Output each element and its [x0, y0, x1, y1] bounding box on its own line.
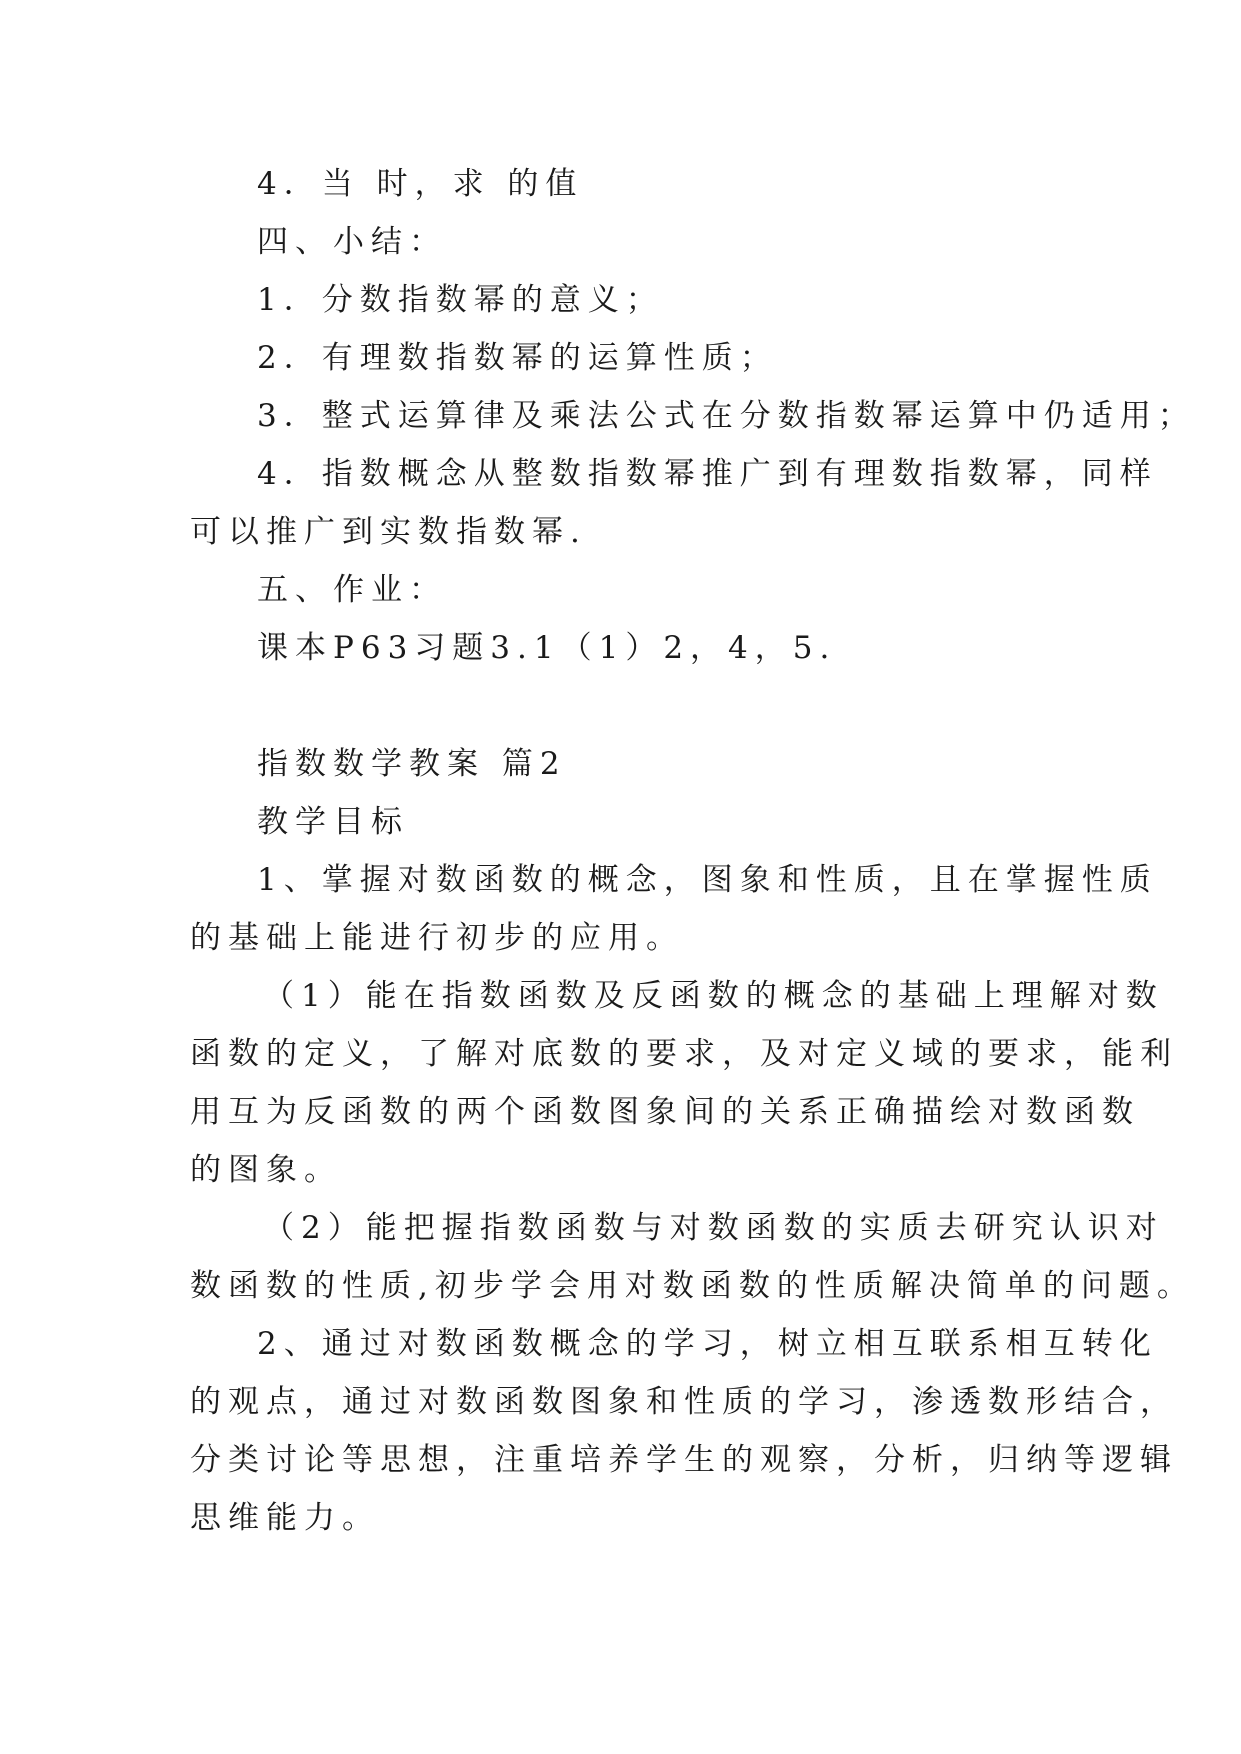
text-line: 的基础上能进行初步的应用。: [190, 920, 684, 956]
text-line: 4．当 时，求 的值: [257, 166, 584, 202]
text-line: 的观点，通过对数函数图象和性质的学习，渗透数形结合，: [190, 1384, 1178, 1420]
text-line: 4．指数概念从整数指数幂推广到有理数指数幂，同样: [257, 456, 1158, 492]
text-line: 课本P63习题3.1（1）2，4，5.: [257, 630, 837, 666]
text-line: 用互为反函数的两个函数图象间的关系正确描绘对数函数: [190, 1094, 1140, 1130]
section-heading-objectives: 教学目标: [257, 804, 409, 840]
text-line: （2）能把握指数函数与对数函数的实质去研究认识对: [263, 1210, 1164, 1246]
section-heading-summary: 四、小结：: [257, 224, 447, 260]
text-line: 分类讨论等思想，注重培养学生的观察，分析，归纳等逻辑: [190, 1442, 1178, 1478]
text-line: （1）能在指数函数及反函数的概念的基础上理解对数: [263, 978, 1164, 1014]
text-line: 2、通过对数函数概念的学习，树立相互联系相互转化: [257, 1326, 1158, 1362]
text-line: 的图象。: [190, 1152, 342, 1188]
text-line: 函数的定义，了解对底数的要求，及对定义域的要求，能利: [190, 1036, 1178, 1072]
text-line: 可以推广到实数指数幂.: [190, 514, 587, 550]
text-line: 3．整式运算律及乘法公式在分数指数幂运算中仍适用；: [257, 398, 1196, 434]
text-line: 数函数的性质,初步学会用对数函数的性质解决简单的问题。: [190, 1268, 1195, 1304]
text-line: 思维能力。: [190, 1500, 380, 1536]
lesson-title: 指数数学教案 篇2: [257, 746, 567, 782]
text-line: 2．有理数指数幂的运算性质；: [257, 340, 778, 376]
section-heading-homework: 五、作业：: [257, 572, 447, 608]
text-line: 1、掌握对数函数的概念，图象和性质，且在掌握性质: [257, 862, 1158, 898]
text-line: 1．分数指数幂的意义；: [257, 282, 664, 318]
